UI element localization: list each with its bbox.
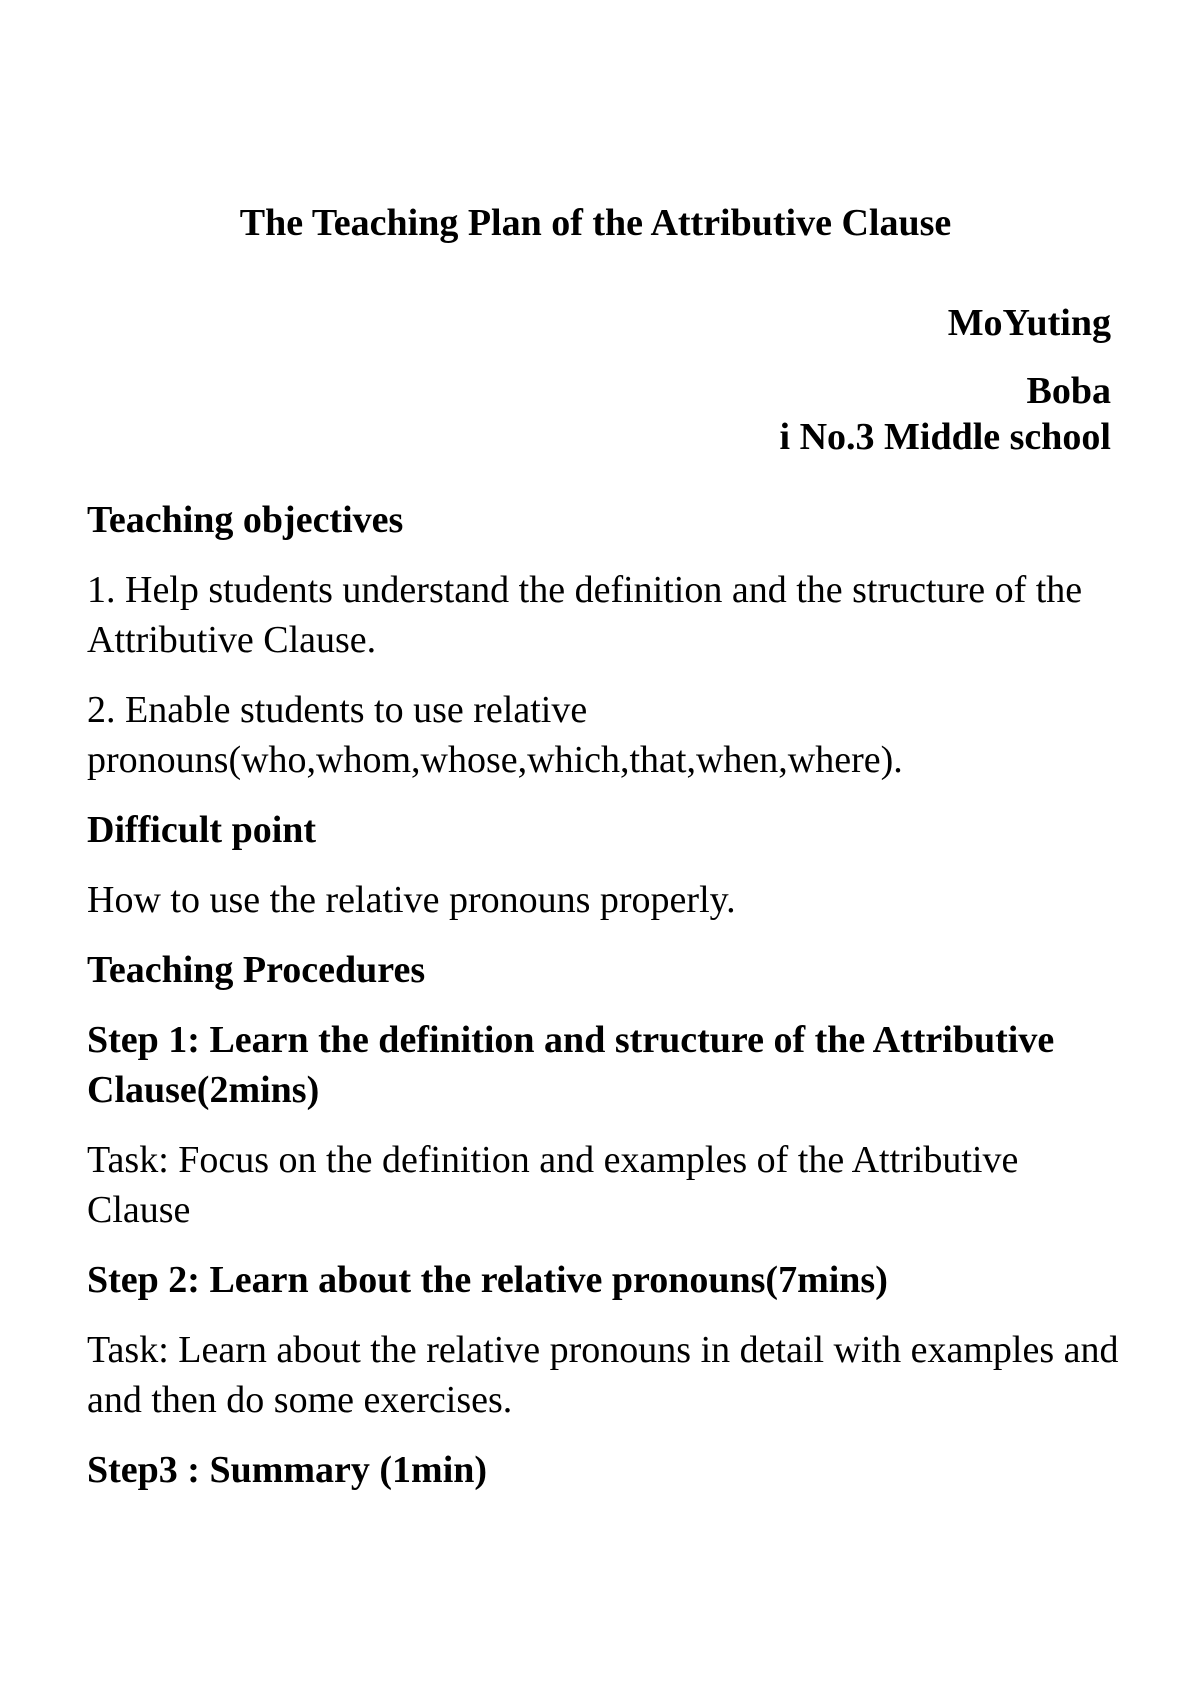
author-name: MoYuting bbox=[947, 302, 1111, 344]
author-city: Boba bbox=[1026, 370, 1111, 412]
difficult-point-text: How to use the relative pronouns properly. bbox=[87, 879, 736, 921]
author-block bbox=[780, 300, 1111, 460]
procedures-heading: Teaching Procedures bbox=[87, 949, 426, 991]
step1-task: Task: Focus on the definition and examples of the Attributive Clause bbox=[87, 1139, 1019, 1231]
objective-2: 2. Enable students to use relative pronouns(who,whom,whose,which,that,when,where). bbox=[87, 689, 903, 781]
author-school: i No.3 Middle school bbox=[779, 416, 1111, 458]
objective-1: 1. Help students understand the definition and the structure of the Attributive Clause. bbox=[87, 569, 1083, 661]
step2-heading: Step 2: Learn about the relative pronouns(7mins) bbox=[87, 1259, 888, 1301]
objectives-heading: Teaching objectives bbox=[87, 499, 404, 541]
step3-heading: Step3 : Summary (1min) bbox=[87, 1449, 488, 1491]
step2-task: Task: Learn about the relative pronouns in detail with examples and and then do some exercises. bbox=[87, 1329, 1119, 1421]
step1-heading: Step 1: Learn the definition and structure of the Attributive Clause(2mins) bbox=[87, 1019, 1055, 1111]
difficult-point-heading: Difficult point bbox=[87, 809, 317, 851]
document-body bbox=[87, 495, 1127, 1495]
page-title: The Teaching Plan of the Attributive Clause bbox=[239, 202, 952, 244]
